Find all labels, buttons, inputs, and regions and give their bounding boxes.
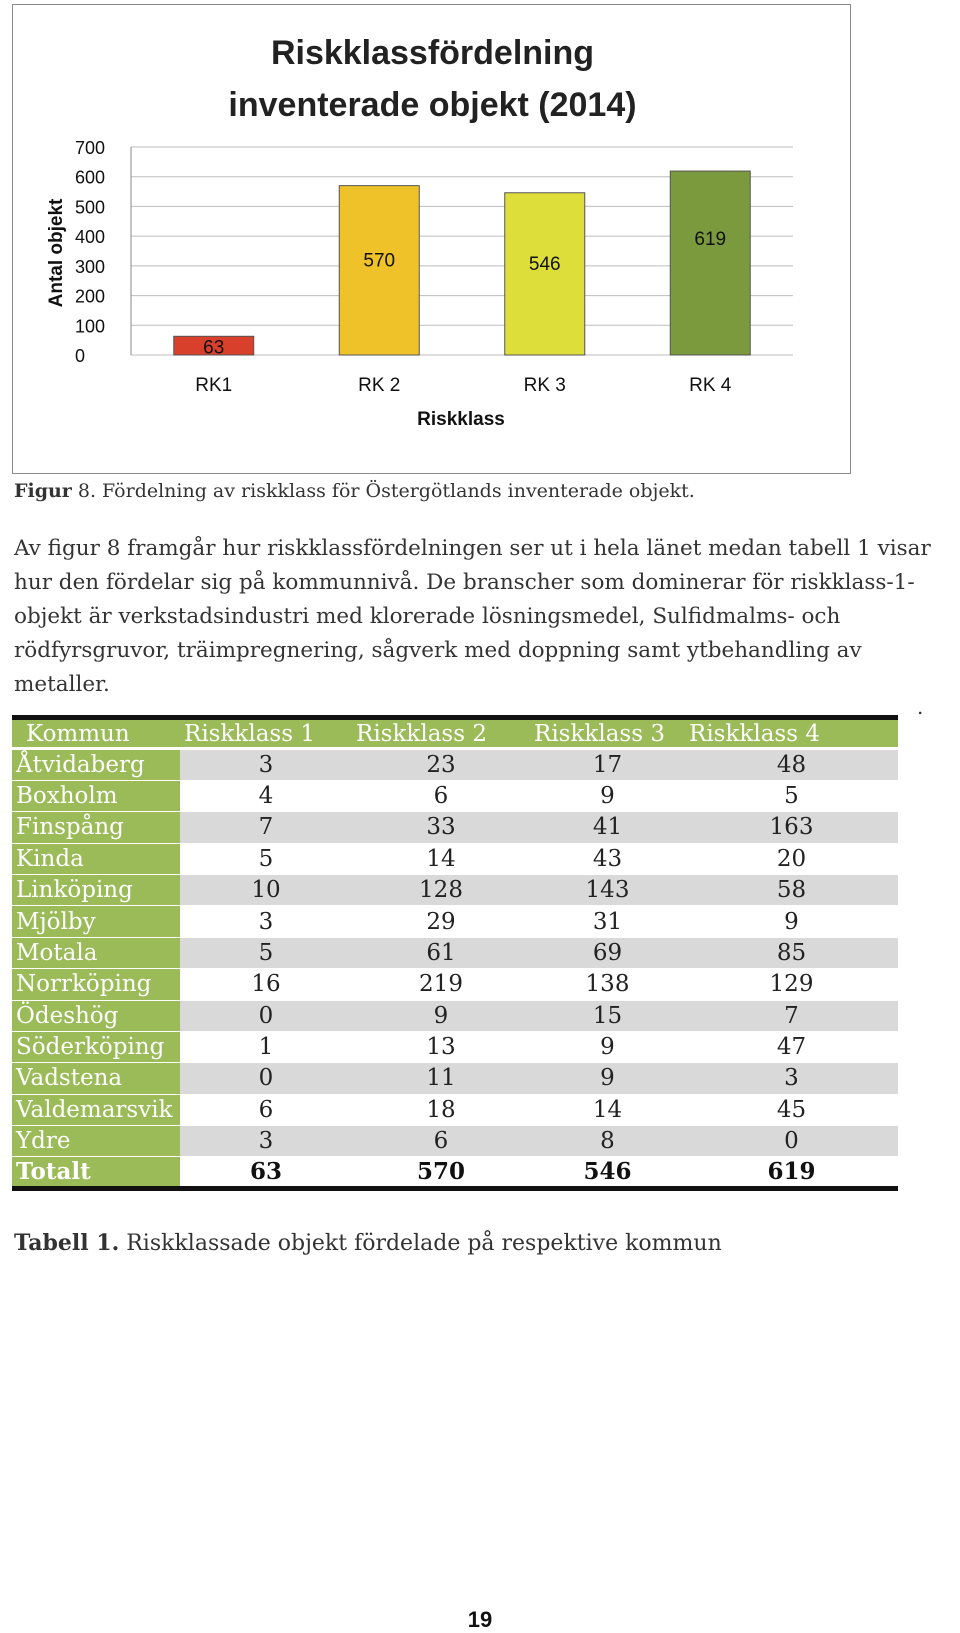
kommun-cell: Kinda <box>12 843 180 874</box>
x-tick-label: RK 4 <box>689 375 732 396</box>
figure-caption-text: 8. Fördelning av riskklass för Östergötlands inventerade objekt. <box>71 480 695 502</box>
chart-title-line2: inventerade objekt (2014) <box>228 86 637 124</box>
kommun-cell: Motala <box>12 937 180 968</box>
riskklass-1-cell: 3 <box>180 749 352 780</box>
table-total-row <box>12 1157 898 1188</box>
kommun-cell: Totalt <box>12 1157 180 1188</box>
table-row <box>12 843 898 874</box>
kommun-cell: Norrköping <box>12 969 180 1000</box>
riskklass-2-cell: 570 <box>352 1157 530 1188</box>
riskklass-3-cell: 138 <box>530 969 685 1000</box>
kommun-cell: Ydre <box>12 1126 180 1157</box>
kommun-cell: Söderköping <box>12 1031 180 1062</box>
riskklass-3-cell: 9 <box>530 780 685 811</box>
kommun-cell: Valdemarsvik <box>12 1094 180 1125</box>
riskklass-2-cell: 11 <box>352 1063 530 1094</box>
table-row <box>12 812 898 843</box>
y-tick-label: 200 <box>75 286 106 307</box>
bar-chart <box>12 4 851 474</box>
kommun-cell: Finspång <box>12 812 180 843</box>
x-axis-title: Riskklass <box>417 409 505 430</box>
riskklass-1-cell: 3 <box>180 906 352 937</box>
riskklass-3-cell: 8 <box>530 1126 685 1157</box>
table-caption <box>14 1230 722 1256</box>
table-row <box>12 906 898 937</box>
riskklass-4-cell: 619 <box>685 1157 898 1188</box>
table-row <box>12 749 898 780</box>
table-row <box>12 969 898 1000</box>
riskklass-3-cell: 69 <box>530 937 685 968</box>
header-riskklass-4: Riskklass 4 <box>685 718 898 749</box>
data-label: 570 <box>363 250 396 272</box>
riskklass-4-cell: 3 <box>685 1063 898 1094</box>
risk-class-table <box>12 715 898 1191</box>
y-tick-label: 700 <box>75 138 106 158</box>
table-caption-label: Tabell 1. <box>14 1230 120 1256</box>
riskklass-2-cell: 13 <box>352 1031 530 1062</box>
riskklass-4-cell: 0 <box>685 1126 898 1157</box>
kommun-cell: Vadstena <box>12 1063 180 1094</box>
table-header-row <box>12 718 898 749</box>
riskklass-2-cell: 14 <box>352 843 530 874</box>
riskklass-1-cell: 5 <box>180 937 352 968</box>
table-row <box>12 937 898 968</box>
riskklass-1-cell: 16 <box>180 969 352 1000</box>
bar-4 <box>670 171 750 355</box>
table-row <box>12 874 898 905</box>
table-row <box>12 1031 898 1062</box>
riskklass-1-cell: 4 <box>180 780 352 811</box>
y-tick-label: 400 <box>75 227 106 248</box>
riskklass-4-cell: 58 <box>685 874 898 905</box>
riskklass-3-cell: 41 <box>530 812 685 843</box>
header-riskklass-1: Riskklass 1 <box>180 718 352 749</box>
riskklass-4-cell: 45 <box>685 1094 898 1125</box>
riskklass-1-cell: 5 <box>180 843 352 874</box>
riskklass-1-cell: 0 <box>180 1063 352 1094</box>
riskklass-1-cell: 3 <box>180 1126 352 1157</box>
header-riskklass-2: Riskklass 2 <box>352 718 530 749</box>
chart-plot <box>13 5 852 475</box>
riskklass-2-cell: 18 <box>352 1094 530 1125</box>
kommun-cell: Åtvidaberg <box>12 749 180 780</box>
y-tick-label: 500 <box>75 197 106 218</box>
riskklass-3-cell: 43 <box>530 843 685 874</box>
body-paragraph: Av figur 8 framgår hur riskklassfördelningen ser ut i hela länet medan tabell 1 visar hur den fördelar sig på kommunnivå. De branscher som dominerar för riskklass-1-objekt är verkstadsindustri med klorerade lösningsmedel, Sulfidmalms- och rödfyrsgruvor, träimpregnering, sågverk med doppning samt ytbehandling av metaller. <box>14 536 931 697</box>
riskklass-3-cell: 143 <box>530 874 685 905</box>
riskklass-1-cell: 10 <box>180 874 352 905</box>
riskklass-3-cell: 15 <box>530 1000 685 1031</box>
x-tick-label: RK 2 <box>358 375 401 396</box>
riskklass-1-cell: 0 <box>180 1000 352 1031</box>
kommun-cell: Mjölby <box>12 906 180 937</box>
riskklass-3-cell: 9 <box>530 1063 685 1094</box>
riskklass-2-cell: 29 <box>352 906 530 937</box>
kommun-cell: Boxholm <box>12 780 180 811</box>
riskklass-3-cell: 17 <box>530 749 685 780</box>
chart-title-line1: Riskklassfördelning <box>270 34 595 72</box>
riskklass-1-cell: 63 <box>180 1157 352 1188</box>
riskklass-4-cell: 5 <box>685 780 898 811</box>
riskklass-1-cell: 1 <box>180 1031 352 1062</box>
riskklass-3-cell: 9 <box>530 1031 685 1062</box>
table-row <box>12 1063 898 1094</box>
riskklass-4-cell: 9 <box>685 906 898 937</box>
riskklass-4-cell: 129 <box>685 969 898 1000</box>
y-tick-label: 600 <box>75 167 106 188</box>
riskklass-3-cell: 31 <box>530 906 685 937</box>
riskklass-2-cell: 9 <box>352 1000 530 1031</box>
riskklass-1-cell: 6 <box>180 1094 352 1125</box>
x-tick-label: RK1 <box>195 375 233 396</box>
stray-dot: . <box>917 695 924 719</box>
figure-caption-label: Figur <box>14 480 72 502</box>
riskklass-4-cell: 163 <box>685 812 898 843</box>
riskklass-4-cell: 7 <box>685 1000 898 1031</box>
y-tick-label: 300 <box>75 256 106 277</box>
riskklass-2-cell: 61 <box>352 937 530 968</box>
header-riskklass-3: Riskklass 3 <box>530 718 685 749</box>
riskklass-3-cell: 546 <box>530 1157 685 1188</box>
data-label: 619 <box>694 229 727 251</box>
table-caption-text: Riskklassade objekt fördelade på respektive kommun <box>119 1231 722 1256</box>
kommun-cell: Ödeshög <box>12 1000 180 1031</box>
riskklass-1-cell: 7 <box>180 812 352 843</box>
riskklass-2-cell: 219 <box>352 969 530 1000</box>
y-tick-label: 100 <box>75 316 106 337</box>
data-label: 546 <box>528 253 561 275</box>
y-tick-label: 0 <box>75 346 86 366</box>
table-row <box>12 1000 898 1031</box>
riskklass-2-cell: 128 <box>352 874 530 905</box>
kommun-cell: Linköping <box>12 874 180 905</box>
riskklass-4-cell: 48 <box>685 749 898 780</box>
riskklass-2-cell: 6 <box>352 780 530 811</box>
page-number: 19 <box>467 1607 493 1632</box>
riskklass-2-cell: 33 <box>352 812 530 843</box>
y-axis-title: Antal objekt <box>46 198 67 308</box>
riskklass-2-cell: 6 <box>352 1126 530 1157</box>
riskklass-2-cell: 23 <box>352 749 530 780</box>
riskklass-3-cell: 14 <box>530 1094 685 1125</box>
figure-caption <box>14 480 695 502</box>
riskklass-4-cell: 85 <box>685 937 898 968</box>
table-row <box>12 1126 898 1157</box>
riskklass-4-cell: 20 <box>685 843 898 874</box>
header-kommun: Kommun <box>12 718 180 749</box>
table-row <box>12 780 898 811</box>
table-row <box>12 1094 898 1125</box>
x-tick-label: RK 3 <box>523 375 566 396</box>
data-label: 63 <box>203 337 225 359</box>
riskklass-4-cell: 47 <box>685 1031 898 1062</box>
